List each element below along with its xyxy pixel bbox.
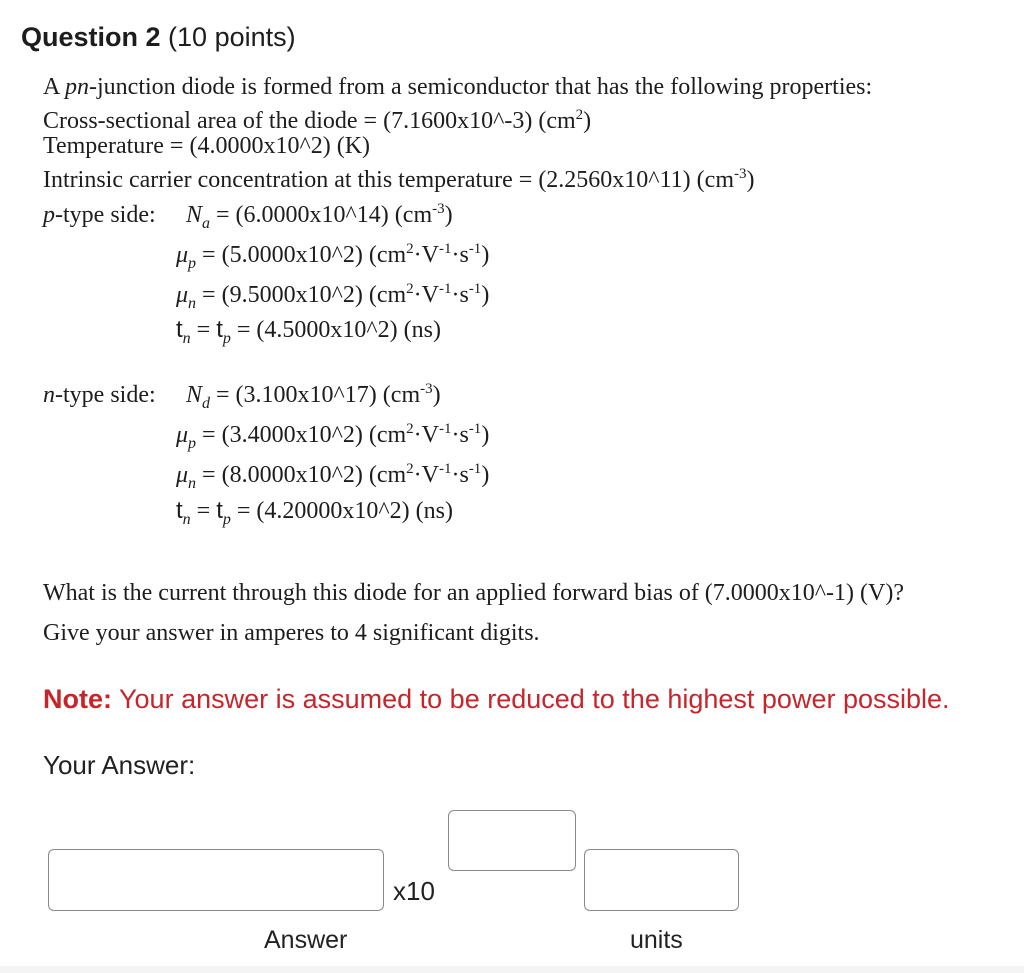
p-side-label — [43, 203, 156, 227]
mup-sub: p — [188, 435, 197, 452]
nd-symbol: N — [186, 382, 203, 408]
ni-sup: -3 — [733, 166, 747, 182]
unit-v: ·V — [413, 422, 439, 448]
tn-sub: n — [182, 330, 191, 347]
tp-symbol: t — [216, 497, 223, 524]
note — [43, 684, 950, 715]
n-side-nd — [186, 381, 441, 412]
note-label: Note: — [43, 684, 112, 714]
intro-pre: A — [43, 74, 66, 100]
unit-sup-m1b: -1 — [468, 281, 482, 297]
bottom-divider — [0, 966, 1024, 973]
nd-value: = (3.100x10^17) (cm — [210, 382, 421, 408]
x10-label: x10 — [393, 876, 435, 906]
p-side-italic: p — [43, 202, 55, 228]
area-close: ) — [583, 108, 592, 134]
mup-symbol: μ — [176, 242, 189, 268]
exponent-input[interactable] — [448, 810, 576, 871]
area-label: Cross-sectional area of the diode = (7.1600x10^-3) (cm — [43, 108, 576, 134]
unit-s: ·s — [451, 242, 469, 268]
nd-close: ) — [432, 382, 441, 408]
area-line — [43, 109, 591, 133]
n-side-text: -type side: — [55, 382, 156, 408]
unit-sup-m1b: -1 — [468, 241, 482, 257]
intro-line — [43, 75, 872, 99]
question-text-line2: Give your answer in amperes to 4 significant digits. — [43, 620, 540, 646]
mun-symbol: μ — [176, 462, 189, 488]
unit-sup-m1b: -1 — [468, 461, 482, 477]
area-sup: 2 — [575, 107, 584, 123]
tp-sub: p — [222, 511, 231, 528]
unit-s: ·s — [451, 422, 469, 448]
p-side-lifetime — [176, 316, 441, 347]
unit-close: ) — [481, 422, 490, 448]
p-side-mup — [176, 241, 490, 272]
unit-close: ) — [481, 462, 490, 488]
na-sub: a — [202, 215, 211, 232]
units-input[interactable] — [584, 849, 739, 911]
unit-sup-2: 2 — [406, 281, 414, 297]
temperature-line: Temperature = (4.0000x10^2) (K) — [43, 133, 371, 159]
ni-close: ) — [746, 167, 755, 193]
mun-value: = (9.5000x10^2) (cm — [196, 282, 407, 308]
tn-symbol: t — [176, 497, 183, 524]
p-side-text: -type side: — [55, 202, 156, 228]
mun-sub: n — [188, 295, 197, 312]
na-value: = (6.0000x10^14) (cm — [210, 202, 433, 228]
na-symbol: N — [186, 202, 203, 228]
your-answer-heading: Your Answer: — [43, 750, 196, 780]
t-eq: = — [190, 317, 217, 343]
unit-v: ·V — [413, 282, 439, 308]
unit-close: ) — [481, 282, 490, 308]
n-side-lifetime — [176, 497, 453, 528]
lifetime-value: = (4.5000x10^2) (ns) — [230, 317, 441, 343]
ni-line — [43, 168, 754, 192]
p-side-mun — [176, 281, 490, 312]
t-eq: = — [190, 498, 217, 524]
intro-pn: pn — [65, 74, 90, 100]
units-label: units — [630, 926, 683, 954]
intro-post: -junction diode is formed from a semiconductor that has the following properties: — [89, 74, 873, 100]
unit-sup-m1: -1 — [438, 461, 452, 477]
nd-sup: -3 — [420, 381, 433, 397]
unit-sup-m1b: -1 — [468, 421, 482, 437]
na-close: ) — [444, 202, 453, 228]
nd-sub: d — [202, 395, 211, 412]
na-sup: -3 — [432, 201, 445, 217]
unit-sup-m1: -1 — [438, 421, 452, 437]
question-text-line1: What is the current through this diode for an applied forward bias of (7.0000x10^-1) (V)? — [43, 580, 905, 606]
unit-v: ·V — [413, 462, 439, 488]
lifetime-value: = (4.20000x10^2) (ns) — [230, 498, 453, 524]
tp-symbol: t — [216, 316, 223, 343]
tn-sub: n — [182, 511, 191, 528]
tp-sub: p — [222, 330, 231, 347]
unit-sup-2: 2 — [406, 461, 414, 477]
note-text: Your answer is assumed to be reduced to the highest power possible. — [112, 684, 950, 714]
unit-sup-2: 2 — [406, 241, 414, 257]
mup-sub: p — [188, 255, 197, 272]
mun-value: = (8.0000x10^2) (cm — [196, 462, 407, 488]
mup-value: = (3.4000x10^2) (cm — [196, 422, 407, 448]
n-side-italic: n — [43, 382, 55, 408]
mup-symbol: μ — [176, 422, 189, 448]
answer-input[interactable] — [48, 849, 384, 911]
n-side-mun — [176, 461, 490, 492]
unit-close: ) — [481, 242, 490, 268]
n-side-label — [43, 383, 156, 407]
question-number: Question 2 — [21, 22, 161, 52]
mup-value: = (5.0000x10^2) (cm — [196, 242, 407, 268]
unit-s: ·s — [451, 282, 469, 308]
mun-sub: n — [188, 475, 197, 492]
question-title — [21, 22, 296, 53]
unit-sup-m1: -1 — [438, 241, 452, 257]
unit-v: ·V — [413, 242, 439, 268]
answer-label: Answer — [264, 926, 348, 954]
unit-sup-m1: -1 — [438, 281, 452, 297]
tn-symbol: t — [176, 316, 183, 343]
ni-label: Intrinsic carrier concentration at this temperature = (2.2560x10^11) (cm — [43, 167, 734, 193]
question-points: (10 points) — [168, 22, 296, 52]
mun-symbol: μ — [176, 282, 189, 308]
p-side-na — [186, 201, 453, 232]
n-side-mup — [176, 421, 490, 452]
unit-s: ·s — [451, 462, 469, 488]
unit-sup-2: 2 — [406, 421, 414, 437]
